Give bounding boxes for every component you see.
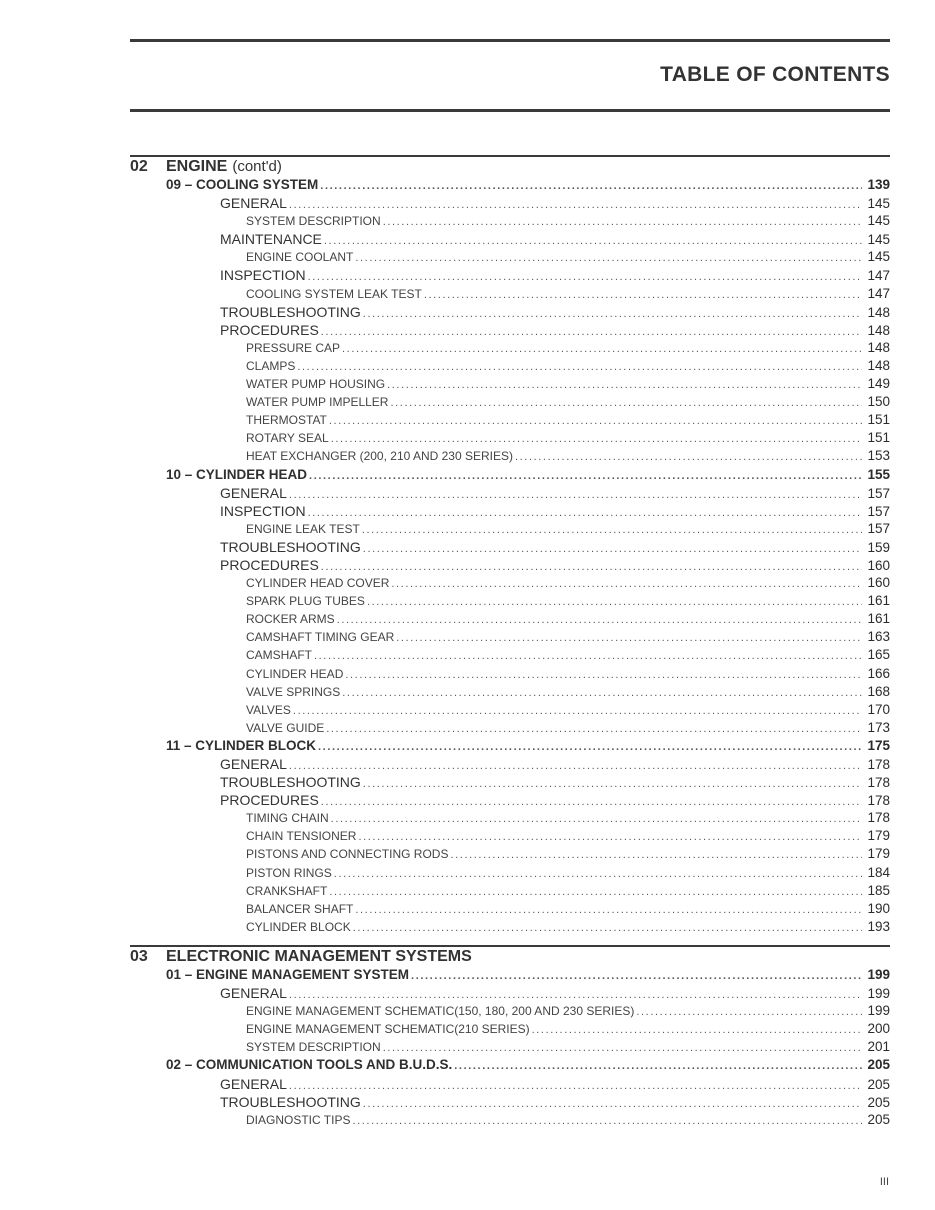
toc-entry-page: 193 (867, 918, 890, 934)
toc-entry-label: WATER PUMP IMPELLER (246, 395, 389, 410)
toc-entry-page: 166 (867, 665, 890, 681)
toc-entry[interactable] (130, 809, 890, 827)
toc-entry[interactable] (130, 882, 890, 900)
dot-leader (321, 793, 862, 809)
toc-entry[interactable] (130, 520, 890, 538)
toc-entry-label: GENERAL (220, 985, 287, 1002)
dot-leader (396, 629, 862, 646)
toc-entry[interactable] (130, 628, 890, 646)
toc-entry-page: 178 (867, 775, 890, 791)
dot-leader (334, 865, 862, 882)
toc-entry-page: 145 (867, 232, 890, 248)
toc-entry-label: ROCKER ARMS (246, 612, 335, 627)
toc-entry-label: GENERAL (220, 484, 287, 501)
toc-entry[interactable] (130, 230, 890, 248)
toc-entry-page: 157 (867, 485, 890, 501)
toc-entry[interactable] (130, 592, 890, 610)
toc-entry-label: HEAT EXCHANGER (200, 210 AND 230 SERIES) (246, 449, 513, 464)
toc-section-02 (130, 155, 890, 936)
toc-entry-page: 179 (867, 846, 890, 862)
section-heading[interactable] (130, 947, 890, 966)
dot-leader (363, 775, 862, 791)
toc-section-03 (130, 945, 890, 1129)
toc-entry[interactable] (130, 737, 890, 755)
toc-entry-page: 175 (867, 737, 890, 753)
toc-entry-page: 179 (867, 828, 890, 844)
toc-entry-label: VALVES (246, 702, 291, 717)
toc-entry-label: TROUBLESHOOTING (220, 1093, 361, 1110)
toc-entry-page: 205 (867, 1057, 890, 1073)
dot-leader (352, 1112, 862, 1129)
toc-entry-label: BALANCER SHAFT (246, 901, 354, 916)
toc-entry-label: PROCEDURES (220, 321, 319, 338)
dot-leader (289, 757, 862, 773)
toc-entry-label: WATER PUMP HOUSING (246, 377, 386, 392)
toc-entry[interactable] (130, 556, 890, 574)
dot-leader (289, 1077, 862, 1093)
dot-leader (329, 412, 862, 429)
toc-entry[interactable] (130, 1002, 890, 1020)
toc-entry[interactable] (130, 1056, 890, 1074)
dot-leader (326, 720, 862, 737)
toc-entry-label: TIMING CHAIN (246, 811, 329, 826)
dot-leader (362, 521, 862, 538)
dot-leader (342, 340, 862, 357)
dot-leader (390, 394, 862, 411)
section-heading[interactable] (130, 157, 890, 176)
toc-entry-label: CAMSHAFT TIMING GEAR (246, 630, 395, 645)
toc-entry[interactable] (130, 719, 890, 737)
toc-entry-label: CAMSHAFT (246, 648, 312, 663)
toc-entry-page: 157 (867, 520, 890, 536)
toc-entry-page: 205 (867, 1094, 890, 1110)
dot-leader (314, 647, 862, 664)
dot-leader (337, 611, 862, 628)
toc-entry[interactable] (130, 212, 890, 230)
toc-entry[interactable] (130, 755, 890, 773)
dot-leader (383, 213, 862, 230)
toc-entry-page: 151 (867, 430, 890, 446)
toc-entry-page: 161 (867, 593, 890, 609)
toc-entry[interactable] (130, 447, 890, 465)
header-bottom-rule (130, 109, 890, 112)
toc-entry-page: 178 (867, 810, 890, 826)
toc-entry[interactable] (130, 984, 890, 1002)
toc-entry-page: 159 (867, 539, 890, 555)
toc-entry[interactable] (130, 827, 890, 845)
dot-leader (289, 196, 862, 212)
toc-entry-label: ENGINE MANAGEMENT SCHEMATIC(150, 180, 200 AND 230 SERIES) (246, 1004, 635, 1019)
dot-leader (289, 986, 862, 1002)
toc-entry[interactable] (130, 266, 890, 284)
toc-entry-page: 201 (867, 1039, 890, 1055)
toc-entry-label: GENERAL (220, 195, 287, 212)
toc-entry-page: 151 (867, 412, 890, 428)
toc-entry-label: COOLING SYSTEM LEAK TEST (246, 286, 422, 301)
toc-entry-page: 178 (867, 757, 890, 772)
toc-entry-label: VALVE SPRINGS (246, 684, 341, 699)
dot-leader (289, 486, 862, 502)
dot-leader (297, 358, 862, 375)
dot-leader (532, 1021, 862, 1038)
dot-leader (358, 828, 862, 845)
page-number: III (879, 1176, 889, 1188)
dot-leader (387, 376, 862, 393)
toc-entry[interactable] (130, 773, 890, 791)
toc-entry-page: 148 (867, 322, 890, 338)
toc-entry-page: 145 (867, 249, 890, 265)
dot-leader (636, 1003, 862, 1020)
toc-entry-page: 205 (867, 1111, 890, 1127)
toc-entry[interactable] (130, 502, 890, 520)
toc-entry-label: CLAMPS (246, 358, 296, 373)
toc-entry[interactable] (130, 918, 890, 936)
page-title: TABLE OF CONTENTS (660, 63, 890, 86)
toc-entry-label: 02 – COMMUNICATION TOOLS AND B.U.D.S. (166, 1057, 453, 1073)
toc-entry[interactable] (130, 683, 890, 701)
dot-leader (363, 305, 862, 321)
toc-entry-label: SPARK PLUG TUBES (246, 594, 365, 609)
toc-entry-page: 163 (867, 629, 890, 645)
dot-leader (363, 540, 862, 556)
toc-entry-page: 173 (867, 719, 890, 735)
toc-entry-page: 148 (867, 357, 890, 373)
toc-entry-page: 161 (867, 611, 890, 627)
toc-entry-page: 139 (867, 177, 890, 192)
toc-entry-label: INSPECTION (220, 267, 306, 284)
toc-entry-page: 160 (867, 575, 890, 591)
section-number: 02 (130, 158, 148, 175)
dot-leader (345, 666, 862, 683)
toc-entry-label: ROTARY SEAL (246, 431, 329, 446)
toc-entry-label: DIAGNOSTIC TIPS (246, 1112, 351, 1127)
toc-entry[interactable] (130, 375, 890, 393)
toc-entry-page: 205 (867, 1076, 890, 1092)
toc-entry[interactable] (130, 791, 890, 809)
toc-entry-page: 200 (867, 1021, 890, 1037)
section-suffix: (cont'd) (232, 158, 282, 175)
toc-entry-page: 160 (867, 557, 890, 573)
toc-entry-label: PROCEDURES (220, 556, 319, 573)
toc-entry-page: 150 (867, 394, 890, 410)
dot-leader (308, 268, 862, 284)
toc-entry-label: TROUBLESHOOTING (220, 303, 361, 320)
toc-entry-label: GENERAL (220, 1075, 287, 1092)
toc-entry[interactable] (130, 574, 890, 592)
dot-leader (318, 738, 862, 755)
header-top-rule (130, 39, 890, 42)
toc-entry-label: VALVE GUIDE (246, 720, 325, 735)
dot-leader (342, 684, 862, 701)
toc-entry[interactable] (130, 194, 890, 212)
toc-entry-label: CYLINDER HEAD COVER (246, 576, 390, 591)
toc-entry[interactable] (130, 357, 890, 375)
toc-entry-page: 184 (867, 864, 890, 880)
toc-entry[interactable] (130, 646, 890, 664)
toc-entry[interactable] (130, 466, 890, 484)
toc-entry[interactable] (130, 411, 890, 429)
toc-entry-label: CYLINDER HEAD (246, 666, 344, 681)
toc-entry-label: 01 – ENGINE MANAGEMENT SYSTEM (166, 966, 410, 982)
toc-entry-label: PRESSURE CAP (246, 340, 341, 355)
toc-entry-page: 190 (867, 900, 890, 916)
toc-entry-page: 178 (867, 793, 890, 809)
toc-entry[interactable] (130, 1075, 890, 1093)
table-of-contents (130, 155, 890, 1129)
toc-entry[interactable] (130, 701, 890, 719)
toc-entry-page: 145 (867, 213, 890, 229)
toc-entry-label: ENGINE MANAGEMENT SCHEMATIC(210 SERIES) (246, 1022, 530, 1037)
dot-leader (308, 504, 862, 520)
dot-leader (293, 702, 862, 719)
toc-entry-label: TROUBLESHOOTING (220, 538, 361, 555)
toc-entry-label: 09 – COOLING SYSTEM (166, 177, 319, 192)
toc-entry[interactable] (130, 176, 890, 194)
dot-leader (353, 919, 862, 936)
dot-leader (363, 1095, 862, 1111)
dot-leader (367, 593, 862, 610)
toc-entry-page: 165 (867, 647, 890, 663)
dot-leader (321, 323, 862, 339)
toc-entry-label: INSPECTION (220, 502, 306, 519)
toc-entry-page: 148 (867, 304, 890, 320)
toc-entry-page: 199 (867, 966, 890, 982)
toc-entry[interactable] (130, 900, 890, 918)
toc-entry-page: 157 (867, 503, 890, 519)
toc-entry[interactable] (130, 484, 890, 502)
toc-entry[interactable] (130, 321, 890, 339)
toc-entry-label: PISTONS AND CONNECTING RODS (246, 847, 449, 862)
dot-leader (450, 846, 862, 863)
dot-leader (411, 967, 862, 984)
dot-leader (320, 177, 862, 194)
toc-entry-label: MAINTENANCE (220, 231, 322, 248)
section-number: 03 (130, 947, 148, 965)
dot-leader (324, 232, 862, 248)
toc-entry[interactable] (130, 610, 890, 628)
toc-entry-label: SYSTEM DESCRIPTION (246, 214, 381, 229)
toc-entry[interactable] (130, 1111, 890, 1129)
toc-entry[interactable] (130, 538, 890, 556)
toc-entry[interactable] (130, 1020, 890, 1038)
dot-leader (355, 249, 862, 266)
dot-leader (355, 901, 862, 918)
toc-entry-page: 148 (867, 339, 890, 355)
toc-entry-page: 199 (867, 1003, 890, 1019)
toc-entry-label: CHAIN TENSIONER (246, 829, 357, 844)
dot-leader (321, 558, 862, 574)
toc-entry[interactable] (130, 845, 890, 863)
toc-entry[interactable] (130, 393, 890, 411)
toc-entry-label: TROUBLESHOOTING (220, 774, 361, 791)
toc-entry-page: 170 (867, 701, 890, 717)
toc-entry-page: 145 (867, 196, 890, 212)
toc-entry-label: CYLINDER BLOCK (246, 919, 351, 934)
toc-entry[interactable] (130, 429, 890, 447)
section-title: ENGINE (166, 158, 228, 175)
toc-entry-page: 153 (867, 448, 890, 464)
toc-entry-page: 199 (867, 986, 890, 1002)
toc-entry-page: 147 (867, 285, 890, 301)
toc-entry-label: 10 – CYLINDER HEAD (166, 466, 308, 482)
toc-entry-label: CRANKSHAFT (246, 883, 328, 898)
dot-leader (309, 467, 862, 484)
toc-entry[interactable] (130, 303, 890, 321)
toc-entry-label: ENGINE COOLANT (246, 250, 354, 265)
dot-leader (454, 1057, 862, 1074)
dot-leader (331, 810, 862, 827)
toc-entry-page: 149 (867, 376, 890, 392)
toc-entry-label: ENGINE LEAK TEST (246, 521, 360, 536)
toc-entry[interactable] (130, 248, 890, 266)
toc-entry-label: THERMOSTAT (246, 413, 327, 428)
toc-entry-label: PROCEDURES (220, 792, 319, 809)
section-title: ELECTRONIC MANAGEMENT SYSTEMS (166, 947, 472, 965)
toc-entry-page: 168 (867, 683, 890, 699)
toc-entry-page: 155 (867, 466, 890, 482)
toc-entry-label: PISTON RINGS (246, 865, 332, 880)
toc-entry[interactable] (130, 285, 890, 303)
dot-leader (515, 448, 862, 465)
dot-leader (383, 1039, 862, 1056)
toc-entry[interactable] (130, 966, 890, 984)
toc-entry-label: 11 – CYLINDER BLOCK (166, 737, 317, 753)
toc-entry-page: 147 (867, 268, 890, 284)
toc-entry[interactable] (130, 1093, 890, 1111)
toc-entry-label: GENERAL (220, 756, 287, 772)
dot-leader (424, 286, 862, 303)
toc-entry[interactable] (130, 1038, 890, 1056)
toc-entry[interactable] (130, 665, 890, 683)
dot-leader (329, 883, 862, 900)
toc-entry[interactable] (130, 339, 890, 357)
toc-entry[interactable] (130, 864, 890, 882)
dot-leader (391, 575, 862, 592)
toc-entry-page: 185 (867, 882, 890, 898)
toc-entry-label: SYSTEM DESCRIPTION (246, 1040, 381, 1055)
dot-leader (331, 430, 862, 447)
